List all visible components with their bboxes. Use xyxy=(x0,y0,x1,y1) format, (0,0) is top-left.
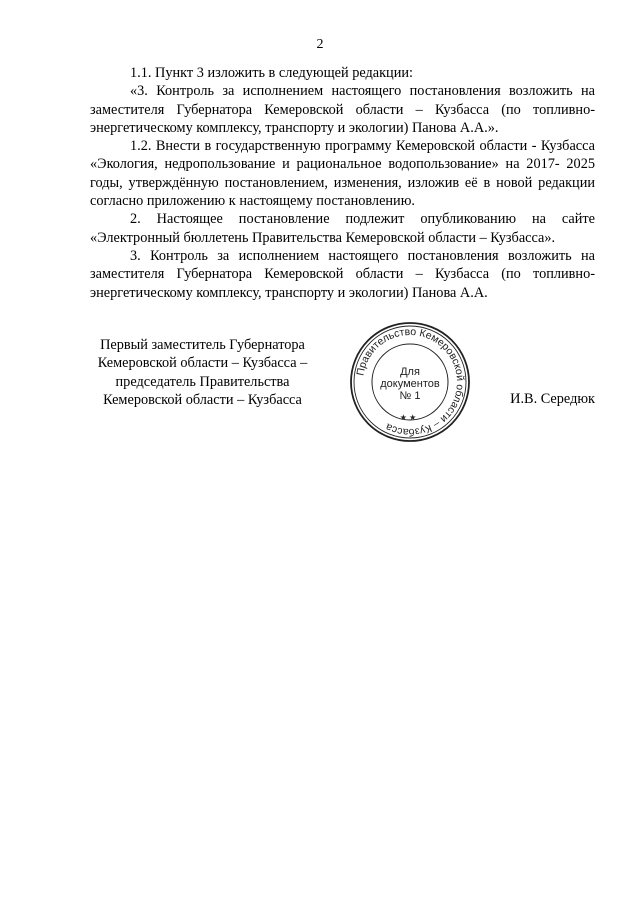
paragraph-2: 2. Настоящее постановление подлежит опубликованию на сайте «Электронный бюллетень Правительства Кемеровской области – Кузбасса». xyxy=(90,211,595,246)
paragraph-1-2: 1.2. Внести в государственную программу Кемеровской области - Кузбасса «Экология, недропользование и рациональное водопользование» на 2017- 2025 годы, утверждённую постановлением, изменения, изложив её в новой редакции согласно приложению к настоящему постановлению. xyxy=(90,138,595,210)
position-line: председатель Правительства xyxy=(115,373,290,390)
stamp-center-line: Для xyxy=(400,366,420,378)
star-icon: ★ ★ xyxy=(399,413,417,422)
position-line: Первый заместитель Губернатора xyxy=(100,337,305,353)
signatory-position xyxy=(80,336,325,409)
paragraph-3: 3. Контроль за исполнением настоящего постановления возложить на заместителя Губернатора Кемеровской области – Кузбасса (по топливно-энергетическому комплексу, транспорту и экологии) Панова А.А. xyxy=(90,247,595,301)
stamp-center-line: документов xyxy=(380,378,440,390)
position-line: Кемеровской области – Кузбасса – xyxy=(97,355,308,372)
stamp-ring-text: Правительство Кемеровской области – Кузбасса xyxy=(354,325,467,439)
signatory-name: И.В. Середюк xyxy=(510,391,595,407)
position-line: Кемеровской области – Кузбасса xyxy=(103,391,302,408)
paragraph-1-1: 1.1. Пункт 3 изложить в следующей редакции: xyxy=(130,65,413,81)
official-stamp xyxy=(348,320,472,444)
stamp-center-line: № 1 xyxy=(399,390,421,402)
document-body xyxy=(90,64,595,302)
page-number: 2 xyxy=(316,37,324,52)
paragraph-quoted-item-3: «3. Контроль за исполнением настоящего постановления возложить на заместителя Губернатора Кемеровской области – Кузбасса (по топливно-энергетическому комплексу, транспорту и экологии) Панова А.А.». xyxy=(90,83,595,136)
